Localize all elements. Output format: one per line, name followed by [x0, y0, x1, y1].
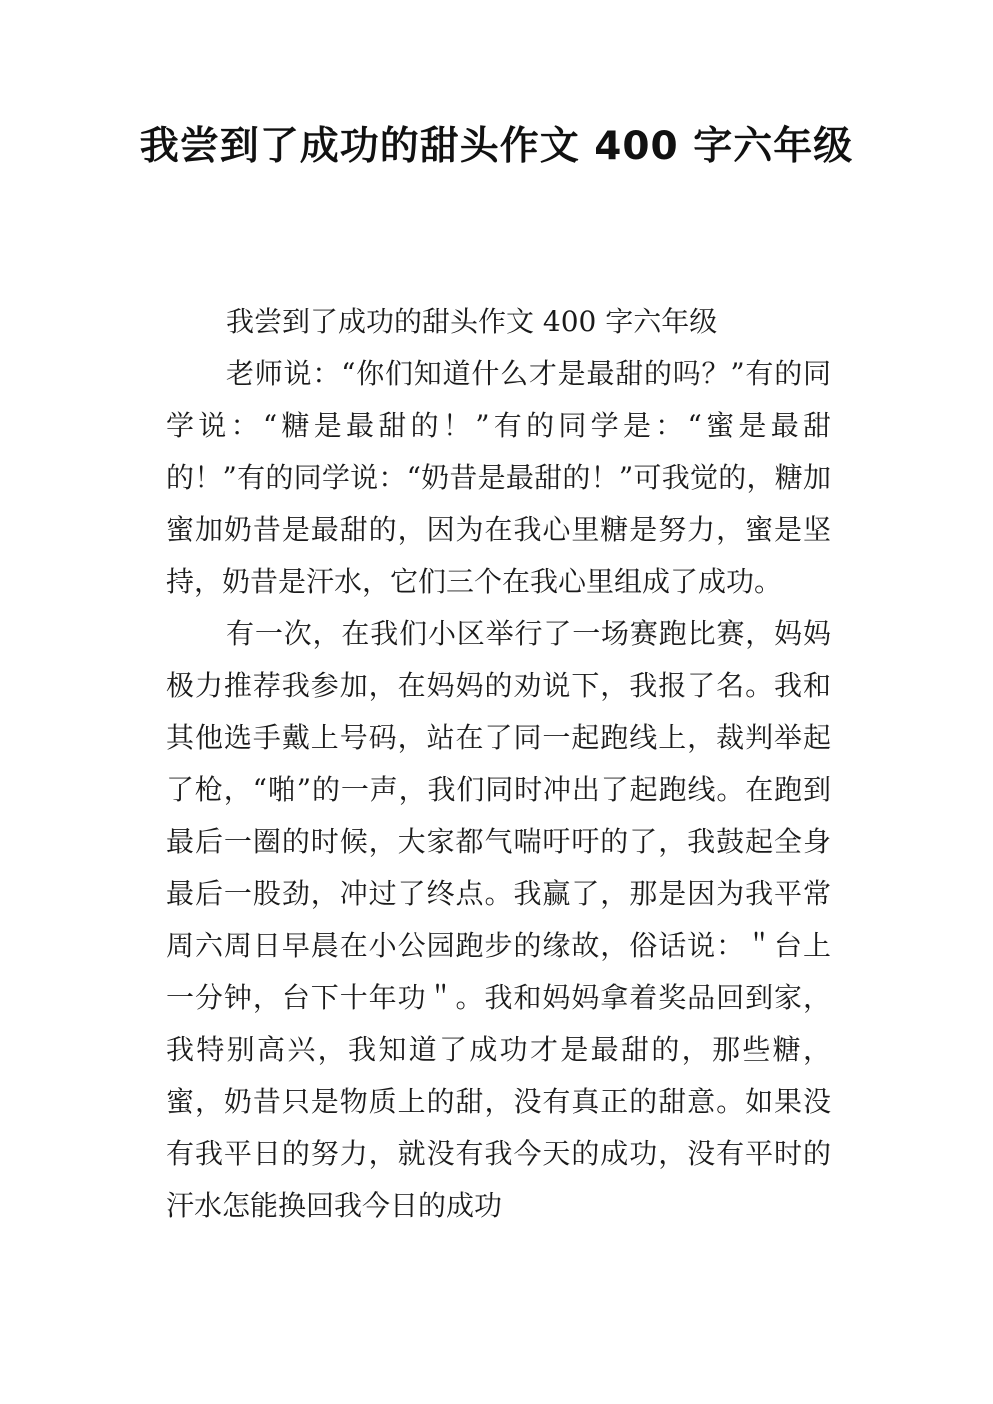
document-title: 我尝到了成功的甜头作文 400 字六年级: [139, 124, 854, 169]
paragraph-teacher-question: 老师说：“你们知道什么才是最甜的吗？”有的同学说：“糖是最甜的！”有的同学是：“蜜是最甜的！”有的同学说：“奶昔是最甜的！”可我觉的，糖加蜜加奶昔是最甜的，因为在我心里糖是努力，蜜是坚持，奶昔是汗水，它们三个在我心里组成了成功。: [166, 357, 831, 598]
paragraph-heading-repeat: 我尝到了成功的甜头作文 400 字六年级: [226, 305, 718, 338]
document-body: [166, 296, 831, 1232]
paragraph-race-story: 有一次，在我们小区举行了一场赛跑比赛，妈妈极力推荐我参加，在妈妈的劝说下，我报了名。我和其他选手戴上号码，站在了同一起跑线上，裁判举起了枪，“啪”的一声，我们同时冲出了起跑线。在跑到最后一圈的时候，大家都气喘吁吁的了，我鼓起全身最后一股劲，冲过了终点。我赢了，那是因为我平常周六周日早晨在小公园跑步的缘故，俗话说：＂台上一分钟，台下十年功＂。我和妈妈拿着奖品回到家，我特别高兴，我知道了成功才是最甜的，那些糖，蜜，奶昔只是物质上的甜，没有真正的甜意。如果没有我平日的努力，就没有我今天的成功，没有平时的汗水怎能换回我今日的成功: [166, 617, 831, 1222]
